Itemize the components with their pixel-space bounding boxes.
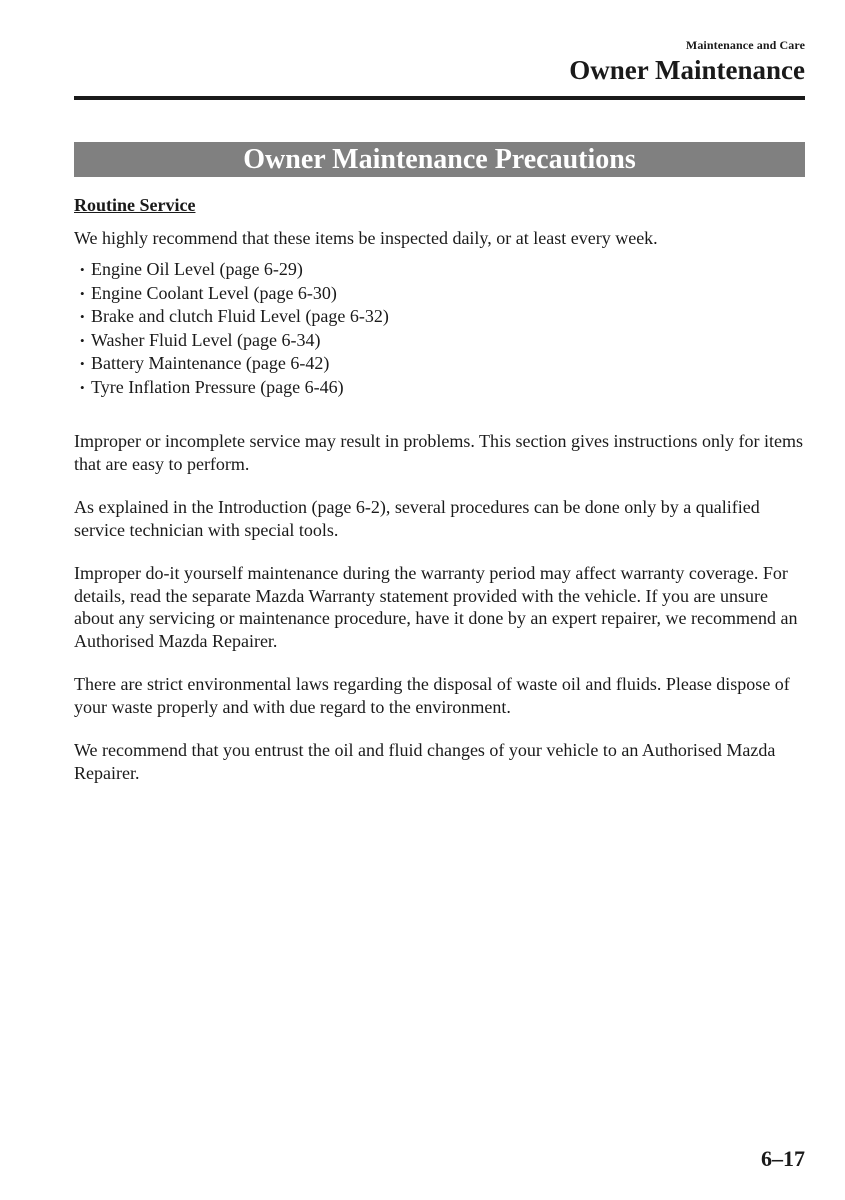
list-item <box>80 352 804 376</box>
bullet-icon: • <box>80 309 85 324</box>
list-item-text: Tyre Inflation Pressure (page 6-46) <box>91 376 344 397</box>
environmental-paragraph: There are strict environmental laws regarding the disposal of waste oil and fluids. Please dispose of your waste properly and with due regard to the environment. <box>74 674 790 717</box>
list-item <box>80 329 804 353</box>
header-section-label: Maintenance and Care <box>685 38 805 52</box>
bullet-icon: • <box>80 262 85 277</box>
list-item-text: Engine Coolant Level (page 6-30) <box>91 282 337 303</box>
list-item-text: Engine Oil Level (page 6-29) <box>91 259 303 279</box>
warranty-paragraph: Improper do-it yourself maintenance during the warranty period may affect warranty coverage. For details, read the separate Mazda Warranty statement provided with the vehicle. If you are unsure about any servicing or maintenance procedure, have it done by an expert repairer, we recommend an Authorised Mazda Repairer. <box>74 563 798 651</box>
list-item <box>80 282 804 306</box>
list-item <box>80 258 804 282</box>
bullet-icon: • <box>80 356 85 371</box>
bullet-icon: • <box>80 332 85 348</box>
header-divider <box>74 96 805 100</box>
qualified-technician-paragraph: As explained in the Introduction (page 6-2), several procedures can be done only by a qualified service technician with special tools. <box>74 497 760 540</box>
bullet-icon: • <box>80 379 85 395</box>
list-item-text: Washer Fluid Level (page 6-34) <box>91 329 321 350</box>
main-content <box>74 194 804 784</box>
list-item <box>80 376 804 400</box>
fluid-changes-paragraph: We recommend that you entrust the oil and fluid changes of your vehicle to an Authorised Mazda Repairer. <box>74 740 776 783</box>
inspection-item-list <box>74 258 804 399</box>
page-header-title: Owner Maintenance <box>569 55 805 85</box>
list-item-text: Brake and clutch Fluid Level (page 6-32) <box>91 306 389 326</box>
section-banner-title: Owner Maintenance Precautions <box>74 142 805 177</box>
routine-service-heading: Routine Service <box>74 195 196 215</box>
service-problems-paragraph: Improper or incomplete service may result in problems. This section gives instructions only for items that are easy to perform. <box>74 431 804 474</box>
routine-service-intro: We highly recommend that these items be inspected daily, or at least every week. <box>74 227 658 248</box>
list-item-text: Battery Maintenance (page 6-42) <box>91 353 330 373</box>
page-number: 6–17 <box>761 1146 805 1171</box>
list-item <box>80 305 804 329</box>
bullet-icon: • <box>80 285 85 301</box>
